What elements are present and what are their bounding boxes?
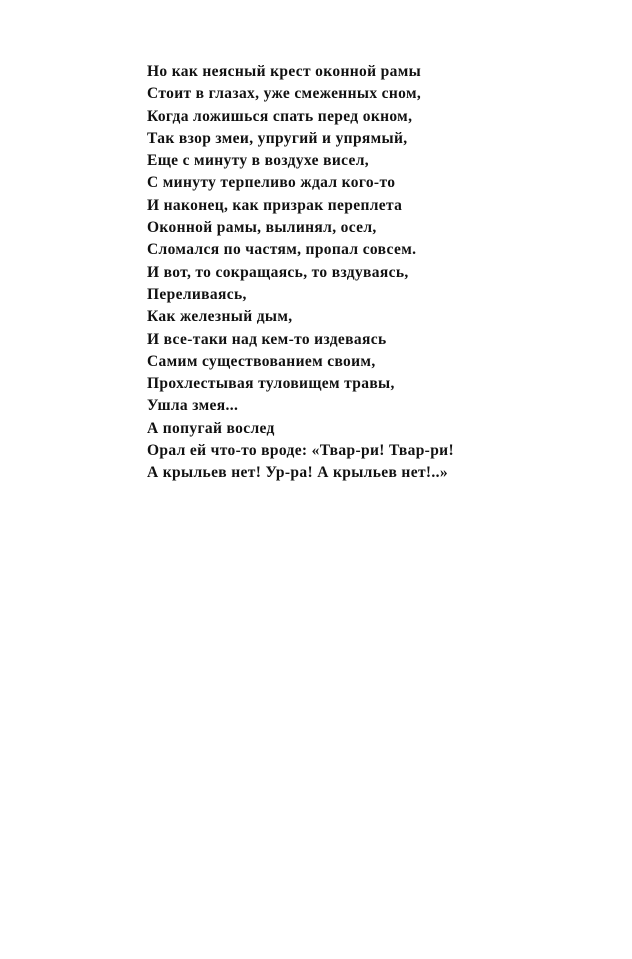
poem-line: С минуту терпеливо ждал кого-то (147, 174, 396, 192)
poem-line: Оконной рамы, вылинял, осел, (147, 219, 377, 237)
poem-line: Так взор змеи, упругий и упрямый, (147, 129, 408, 147)
poem-line: И наконец, как призрак переплета (147, 196, 403, 214)
poem-line: Когда ложишься спать перед окном, (147, 107, 413, 125)
poem-line: Стоит в глазах, уже смеженных сном, (147, 85, 422, 103)
poem-line: Самим существованием своим, (147, 352, 376, 370)
poem-line: Прохлестывая туловищем травы, (147, 375, 395, 393)
poem-line: А крыльев нет! Ур-ра! А крыльев нет!..» (147, 464, 448, 482)
poem-line: Как железный дым, (147, 308, 293, 326)
poem-line: Еще с минуту в воздухе висел, (147, 152, 370, 170)
poem-line: И вот, то сокращаясь, то вздуваясь, (147, 263, 409, 281)
poem-line: Сломался по частям, пропал совсем. (147, 241, 417, 259)
poem-line: И все-таки над кем-то издеваясь (147, 330, 387, 348)
poem-line: А попугай вослед (147, 419, 275, 437)
poem-text (147, 61, 454, 485)
poem-line: Но как неясный крест оконной рамы (147, 63, 422, 80)
poem-line: Орал ей что-то вроде: «Твар-ри! Твар-ри! (147, 442, 454, 460)
poem-line: Переливаясь, (147, 285, 247, 303)
poem-line: Ушла змея... (147, 397, 239, 415)
